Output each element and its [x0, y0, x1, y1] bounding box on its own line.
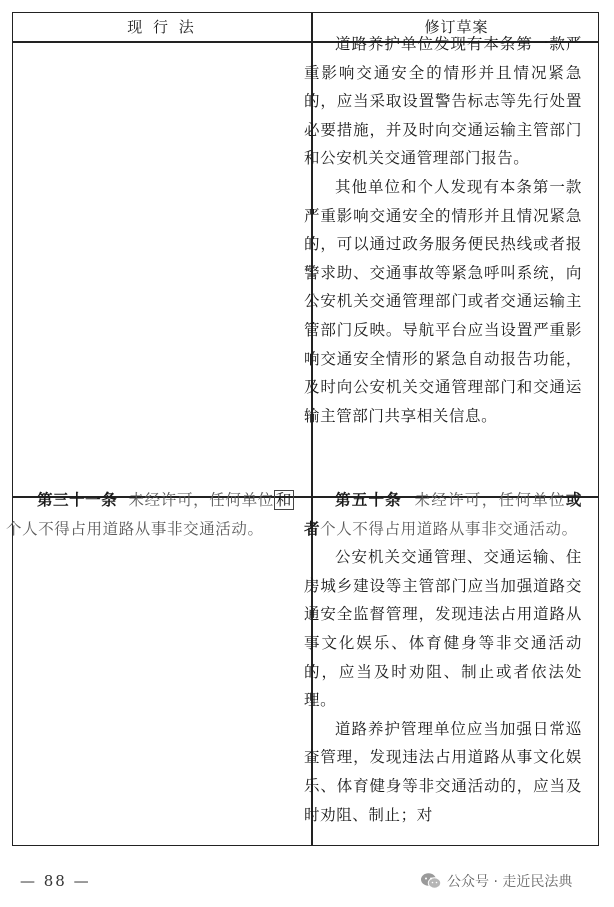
article-number: 第三十一条 — [37, 490, 118, 509]
paragraph: 道路养护单位发现有本条第一款严重影响交通安全的情形并且情况紧急的，应当采取设置警告标志等先行处置必要措施，并及时向交通运输主管部门和公安机关交通管理部门报告。 — [304, 35, 582, 168]
header-current-law: 现 行 法 — [127, 18, 197, 36]
paragraph: 公安机关交通管理、交通运输、住房城乡建设等主管部门应当加强道路交通安全监督管理，发现违法占用道路从事文化娱乐、体育健身等非交通活动的，应当及时劝阻、制止或者依法处理。 — [304, 548, 582, 710]
row2-current-law-cell — [6, 486, 294, 543]
article-number: 第五十条 — [335, 490, 402, 509]
row2-draft-cell — [304, 486, 582, 829]
paragraph — [304, 486, 582, 543]
changed-word: 或者 — [304, 490, 582, 538]
watermark-text: 公众号 · 走近民法典 — [447, 874, 573, 890]
page-number: — 88 — — [20, 872, 91, 890]
header-draft-revision: 修订草案 — [424, 18, 489, 36]
article-text: 个人不得占用道路从事非交通活动。 — [320, 519, 578, 538]
article-text: 个人不得占用道路从事非交通活动。 — [6, 519, 264, 538]
article-text: 未经许可，任何单位 — [414, 491, 566, 509]
wechat-logo-icon — [420, 872, 442, 890]
paragraph — [6, 486, 294, 543]
highlighted-word: 和 — [275, 491, 292, 509]
paragraph: 道路养护管理单位应当加强日常巡查管理，发现违法占用道路从事文化娱乐、体育健身等非交通活动的，应当及时劝阻、制止；对 — [304, 719, 582, 824]
article-text: 未经许可，任何单位 — [128, 491, 274, 509]
paragraph: 其他单位和个人发现有本条第一款严重影响交通安全的情形并且情况紧急的，可以通过政务服务便民热线或者报警求助、交通事故等紧急呼叫系统，向公安机关交通管理部门或者交通运输主管部门反映。导航平台应当设置严重影响交通安全情形的紧急自动报告功能，及时向公安机关交通管理部门和交通运输主管部门共享相关信息。 — [304, 177, 582, 425]
watermark — [420, 871, 572, 891]
row1-draft-cell — [304, 30, 582, 430]
